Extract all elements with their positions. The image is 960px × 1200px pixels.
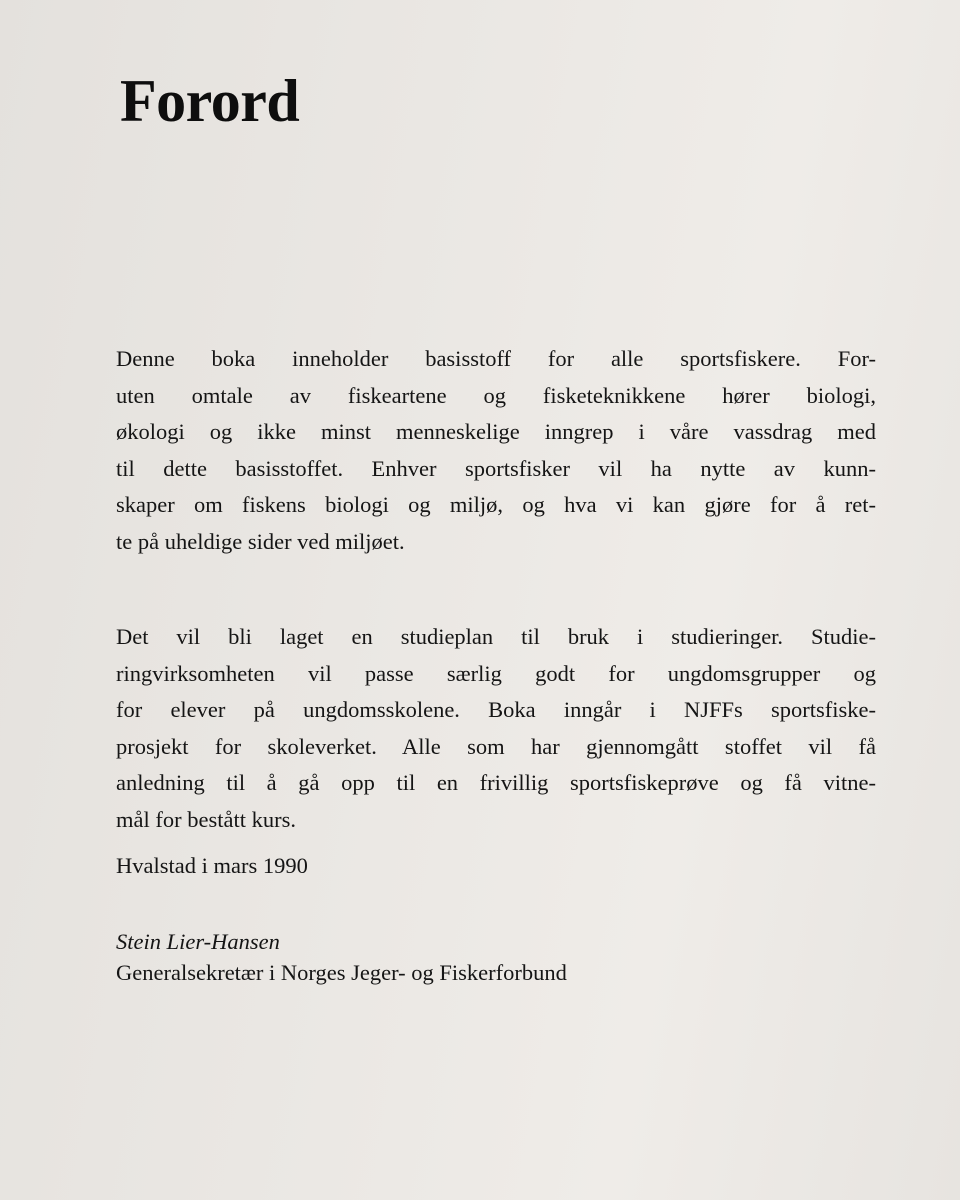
paragraph-line: Det vil bli laget en studieplan til bruk i studieringer. Studie-: [116, 624, 876, 649]
signature-name: Stein Lier-Hansen: [116, 929, 280, 954]
paragraph-line: anledning til å gå opp til en frivillig sportsfiskeprøve og få vitne-: [116, 770, 876, 796]
paragraph-line: mål for bestått kurs.: [116, 806, 296, 832]
paragraph-2: [116, 619, 876, 839]
paragraph-line: prosjekt for skoleverket. Alle som har gjennomgått stoffet vil få: [116, 733, 876, 759]
paragraph-line: uten omtale av fiskeartene og fisketeknikkene hører biologi,: [116, 382, 876, 408]
place-and-date: Hvalstad i mars 1990: [116, 853, 308, 878]
signature-role: Generalsekretær i Norges Jeger- og Fiskerforbund: [116, 960, 567, 985]
paragraph-1: [116, 341, 876, 561]
paragraph-line: te på uheldige sider ved miljøet.: [116, 528, 405, 554]
paragraph-line: Denne boka inneholder basisstoff for alle sportsfiskere. For-: [116, 346, 876, 371]
paragraph-line: økologi og ikke minst menneskelige inngrep i våre vassdrag med: [116, 419, 876, 445]
paragraph-line: til dette basisstoffet. Enhver sportsfisker vil ha nytte av kunn-: [116, 455, 876, 481]
page-title: Forord: [120, 68, 300, 134]
paragraph-line: ringvirksomheten vil passe særlig godt for ungdomsgrupper og: [116, 660, 876, 686]
paragraph-line: for elever på ungdomsskolene. Boka inngår i NJFFs sportsfiske-: [116, 697, 876, 723]
paragraph-line: skaper om fiskens biologi og miljø, og hva vi kan gjøre for å ret-: [116, 492, 876, 518]
